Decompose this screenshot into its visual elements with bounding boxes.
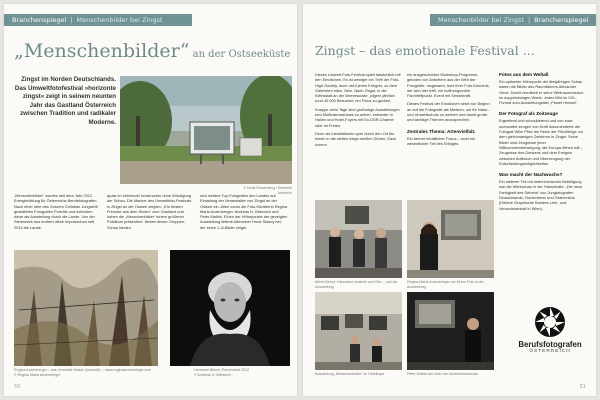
logo-title: Berufsfotografen <box>518 340 582 349</box>
article-title <box>14 40 294 62</box>
section-header: Branchenspiegel | Menschenbilder bei Zingst <box>4 14 192 26</box>
page-number: 51 <box>579 384 586 390</box>
event-photo-hall <box>315 292 402 370</box>
section-label: Branchenspiegel <box>12 16 67 24</box>
body-column-2: quasi en strichmaß Innsbrucker ohne Würdigung der Schau. Die Macher des Umweltfoto-Festivals in Zingst an der Ostsee zeigten: „Ein besten Freunde aus dem Süden“ zum Gastland und haben die „Menschenbilder“ einem größeren Publikum präsentiert. Neben dieser Gruppen-Schau fanden <box>107 193 192 230</box>
column-subheading: Was macht der Nachwuchs? <box>499 172 563 178</box>
page-number: 50 <box>14 384 21 390</box>
event-photo-show <box>407 292 494 370</box>
drawing-caption: Regina Anzenberger – aus »Invisible Waste (Umwelt)« – www.reginaanzenberger.com <box>14 368 152 372</box>
body-column-1 <box>315 72 401 150</box>
portrait-caption: Hermann Nitsch, Prinzendorf 2012 <box>194 368 250 372</box>
column-paragraph: Ergreifend und schockierend und von zwar unerwartet zeugen von Kraft dokumentierte der Fotograf Wilm Pfisz die Reise der Flüchtlinge vor dem gleichnamigen Zeitstrom in Zingst. Seine Bilder sind Zeugnisse jener Willkommensbewegung, die Europa öffnen will – Zeugnisse des Denkens und dem Ereignis zwischen Aufbruch und Überzeugung der Entscheidungsmöglichkeiten. <box>499 118 584 166</box>
section-crumb: Menschenbilder bei Zingst <box>76 16 163 24</box>
photo-caption-d: Peter Mathis bei einer der Multivisionsshows <box>407 372 478 376</box>
body-column-2 <box>407 72 493 149</box>
title-sub: an der Ostseeküste <box>189 49 291 60</box>
column-paragraph: Denn als Installationen quer durch den Ort bis hinein in die weiten beige-weißen Dünen. Dazu kommt <box>315 130 397 147</box>
event-photo-artist <box>407 200 494 278</box>
photo-caption-b: Regina Maria Anzenberger vor ihrem Foto in der Ausstellung <box>407 280 484 289</box>
event-photo-group <box>315 200 402 278</box>
aperture-icon <box>534 306 566 338</box>
body-column-3 <box>499 72 587 214</box>
drawing-credit: © Regina Maria Anzenberger <box>14 373 61 377</box>
drawing-artwork-photo <box>14 250 158 366</box>
berufsfotografen-logo <box>517 306 583 354</box>
outdoor-exhibition-photo <box>120 76 292 184</box>
column-subheading: Der Fotograf als Zeitzeuge <box>499 111 558 117</box>
body-column-3: sich weitere Top-Fotografen des Landes auf Einladung der Veranstalter von Zingst an der Ostsee ein. Allen voran die Foto-Künstlerin Regina Maria Anzenberger, Andreas H. Bitesnich und Peter Mathis. Einen der Höhepunkte der gezeigten Ausstellung lieferte Altmeister Horst Stasny bei, der seine 1–8-Bilder zeigte. <box>200 193 288 230</box>
logo-subtitle: ÖSTERREICH <box>529 349 571 354</box>
column-paragraph: ein ausgeschuldes Workshop-Programm, geboten von Anbietern aus der Welt der Fotografie. Insgesamt, trotz ihrer Foto-Kenntnis, der sich hier trifft, ein hoffnungsvoller Fachtreffpunkt. Event mit Sendekraft. <box>407 72 490 99</box>
column-paragraph: Dieses Festival der Emotionen setzt von Beginn an auf die Fotografie als Medium, um für Natur- und Umweltschutz zu werben und damit große und wichtige Themen anzusprechen. <box>407 101 490 123</box>
left-page <box>4 4 297 396</box>
title-main: „Menschenbilder“ <box>14 40 190 62</box>
right-page <box>303 4 596 396</box>
section-header: Menschenbilder bei Zingst | Branchenspiegel <box>430 14 596 26</box>
portrait-credit: © Andreas H. Bitesnich <box>194 373 232 377</box>
article-title: Zingst – das emotionale Festival ... <box>315 43 535 58</box>
column-paragraph: Ein weiterer Teil mit österreichischer Beteiligung war die Werkschau in der Hansehalle: „Die neue Farbigkeit des Sehens“ von Jungfotografen Deutschlands, Tschechiens und Österreichs (Höhere Graphische Bundes-Lehr- und Versuchsanstalt in Wien). <box>499 179 583 211</box>
column-paragraph: Knappe zehn Tage sind großartige Ausstellungen und Multivisionsshows zu sehen, entweder in Hallen und Hotel-Foyers mit Ex-DDR-Charme oder im Freien. <box>315 106 400 128</box>
section-label: Branchenspiegel <box>534 16 589 24</box>
column-paragraph: Dieses Umwelt-Foto-Festival spielt tatsächlich mit den Emotionen. Es ist weniger ein Treff der Foto-High-Society, auch nicht jenes Ereignis, zu dem Galeristen eilen. Nein. Nach Zingst, in die Kleinstadt an der Meeresküste, pilgern jährlich rund 40.000 Besucher, um Fotos zu gucken. <box>315 72 401 104</box>
column-paragraph: Ein kleiner inhaltlicher Fokus – wohl ein wesentlicher Teil des Erfolges. <box>407 135 476 146</box>
column-subheading: Zentrales Thema: Artenvielfalt. <box>407 128 476 134</box>
portrait-photo <box>170 250 290 366</box>
photo-caption-c: Ausstellung „Menschenbilder“ im Hotelfoyer <box>315 372 385 376</box>
intro-text: Zingst im Norden Deutschlands. Das Umweltfotofestival »horizonte zingst« zeigt in seinem neunten Jahr das Gastland Österreich zwischen Tradition und radikaler Moderne. <box>14 76 116 126</box>
column-paragraph: Ein optischer Höhepunkt der diesjährigen Schau waren die Bilder des Raumfahrers Alexander Gerst. Damit vermittelt er seine Weltraummission im doppelsinnigen Worte. Jedes Bild im XXL-Format zum Ausstellungstitel „Planet Heimat“. <box>499 79 584 106</box>
photo-caption: © Horst Riesenberg / Diethelm Jemerich <box>243 186 292 195</box>
photo-caption-a: Alfred Bernd, Hannelore Anderle und Otto ... auf der Ausstellung <box>315 280 398 289</box>
section-crumb: Menschenbilder bei Zingst <box>438 16 524 24</box>
body-column-1: „Menschenbilder“ wurden seit dem Jahr 2012 Energiebildung für Österreichs Berufsfotografen. Nach einer Idee des Grazers Christian Jungwirth gestalteten Fotografen Porträts und schickten diese als Ausstellung durch die Lande. Von der Steiermark aus erobert diese Impulsschau seit 2014 die Lande, <box>14 193 98 230</box>
column-subheading: Fotos aus dem Weltall <box>499 72 549 77</box>
